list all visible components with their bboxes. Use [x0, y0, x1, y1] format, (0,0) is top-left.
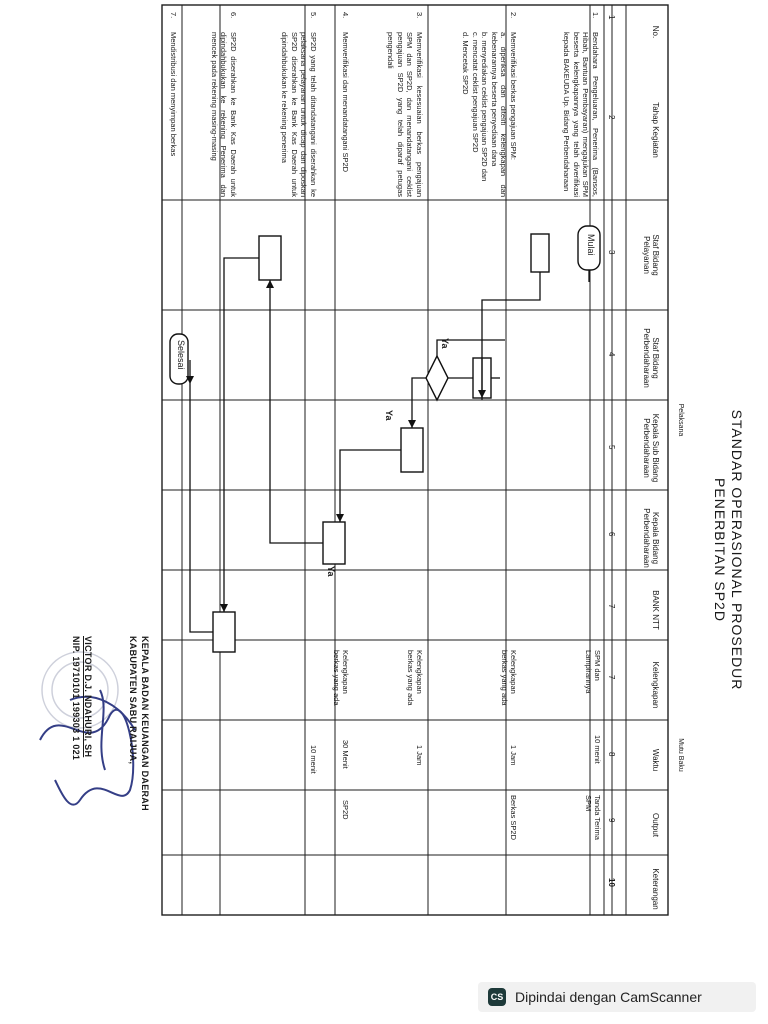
- rot-signature-region: KABUPATEN SABU RAIJUA,: [128, 636, 139, 765]
- row-1-output: Tanda Terima SPM: [583, 795, 602, 840]
- rot-row-3-no: 3.: [415, 12, 424, 19]
- rot-signature-nip: NIP. 19710101 199303 1 021: [70, 636, 81, 761]
- row-5-waktu: 10 menit: [309, 745, 318, 774]
- colnum-4: 4: [607, 352, 616, 357]
- rot-signature-name: VICTOR D.J. NDAHURI, SH: [82, 636, 93, 758]
- rot-header-pelaksana: Pelaksana: [677, 403, 684, 437]
- rot-row-1-no: 1.: [591, 12, 600, 19]
- flow-yes-1: Ya: [440, 338, 450, 349]
- rot-row-4-tahap: Memverifikasi dan menandatangani SP2D: [341, 32, 350, 173]
- rotated-title: [711, 350, 745, 750]
- rot-header-tahap: Tahap Kegiatan: [651, 102, 660, 158]
- rot-header-staf-perbendaharaan: Staf Bidang Perbendaharaan: [641, 328, 660, 388]
- colnum-3: 3: [607, 250, 616, 255]
- rot-row-5-tahap: SP2D yang telah ditandatangani diserahkan ke pelaksana pelayanan untuk dicap dan diposkan SP2D diserahkan ke Bank Kas Daerah untuk dipindahbukukan ke rekening penerima: [280, 32, 318, 197]
- flow-end-label: Selesai: [176, 340, 186, 370]
- row-1-kelengkapan: SPM dan Lampirannya: [583, 650, 602, 694]
- rot-row-7-tahap: Mendistribusi dan menyimpan berkas: [169, 32, 178, 157]
- colnum-8: 8: [607, 752, 616, 757]
- row-2-output: Berkas SP2D: [509, 795, 518, 841]
- rot-header-staf-pelayanan: Staf Bidang Pelayanan: [641, 234, 660, 276]
- rot-header-keterangan: Keterangan: [651, 868, 660, 910]
- colnum-2: 2: [607, 115, 616, 120]
- row-4-output: SP2D: [341, 800, 350, 820]
- colnum-10: 10: [607, 878, 616, 887]
- row-2-waktu: 1 Jam: [509, 745, 518, 766]
- row-4-waktu: 30 Menit: [341, 740, 350, 769]
- rot-row-2-no: 2.: [509, 12, 518, 19]
- flow-yes-2: Ya: [384, 410, 394, 421]
- rot-header-bank: BANK NTT: [651, 590, 660, 630]
- rotated-title-line-2: PENERBITAN SP2D: [712, 478, 729, 622]
- camscanner-logo-icon: CS: [488, 988, 506, 1006]
- rot-row-1-tahap: Bendahara Pengeluaran, Penerima (Bansos, Hibah, Bantuan Pembayaran) mengajukan SPM beserta kelengkapannya yang telah diverifikasi kepada BAKEUDA Up. Bidang Perbendaharaan: [562, 32, 600, 197]
- rot-row-2-tahap: Memverifikasi berkas pengajuan SPM: a. diperiksa dan diteliti kelengkapan dan kebenarannya beserta penyediaan dana b. menyediakan ceklist pengajuan SP2D dan c. mencatat ceklist pengajuan SP2D d. Mencetak SP2D: [461, 32, 518, 197]
- rot-header-waktu: Waktu: [651, 748, 660, 772]
- flow-yes-3: Ya: [326, 566, 336, 577]
- colnum-5: 5: [607, 445, 616, 450]
- rot-header-kasubbid: Kepala Sub Bidang Perbendaharaan: [641, 413, 660, 483]
- row-1-waktu: 10 menit: [593, 735, 602, 764]
- rot-signature-block: [69, 636, 150, 846]
- rot-header-kabid: Kepala Bidang Perbendaharaan: [641, 508, 660, 568]
- row-2-kelengkapan: Kelengkapan berkas yang ada: [499, 650, 518, 706]
- camscanner-footer: [478, 982, 756, 1012]
- rot-header-mutu-baku: Mutu Baku: [677, 738, 684, 772]
- rot-row-5-no: 5.: [309, 12, 318, 19]
- rotated-title-line-1: STANDAR OPERASIONAL PROSEDUR: [729, 409, 745, 691]
- rot-row-3-tahap: Memverifikasi kesesuaian berkas pengajuan SPM dan SP2D, dan menandatangani ceklist pengajuan SP2D yang telah diparaf petugas pengendali: [386, 32, 424, 197]
- camscanner-text: Dipindai dengan CamScanner: [515, 989, 702, 1005]
- flow-start-label: Mulai: [586, 234, 596, 256]
- colnum-7: 7: [607, 604, 616, 609]
- colnum-6: 6: [607, 532, 616, 537]
- rot-row-6-tahap: SP2D diserahkan ke Bank Kas Daerah untuk dipindahbukukan ke rekening Penerima dan mencek pada rekening masing-masing: [209, 32, 238, 197]
- rot-header-kelengkapan: Kelengkapan: [651, 661, 660, 709]
- row-4-kelengkapan: Kelengkapan berkas yang ada: [331, 650, 350, 706]
- colnum-9: 9: [607, 818, 616, 823]
- rot-header-no: No.: [651, 25, 660, 39]
- row-3-kelengkapan: Kelengkapan berkas yang ada: [405, 650, 424, 706]
- signature-space: [93, 636, 127, 846]
- rot-row-4-no: 4.: [341, 12, 350, 19]
- row-3-waktu: 1 Jam: [415, 745, 424, 766]
- colnum-1: 1: [607, 15, 616, 20]
- rot-row-7-no: 7.: [169, 12, 178, 19]
- rot-header-output: Output: [651, 812, 660, 837]
- colnum-7b: 7: [607, 675, 616, 680]
- rot-row-6-no: 6.: [229, 12, 238, 19]
- rot-signature-title: KEPALA BADAN KEUANGAN DAERAH: [140, 636, 150, 811]
